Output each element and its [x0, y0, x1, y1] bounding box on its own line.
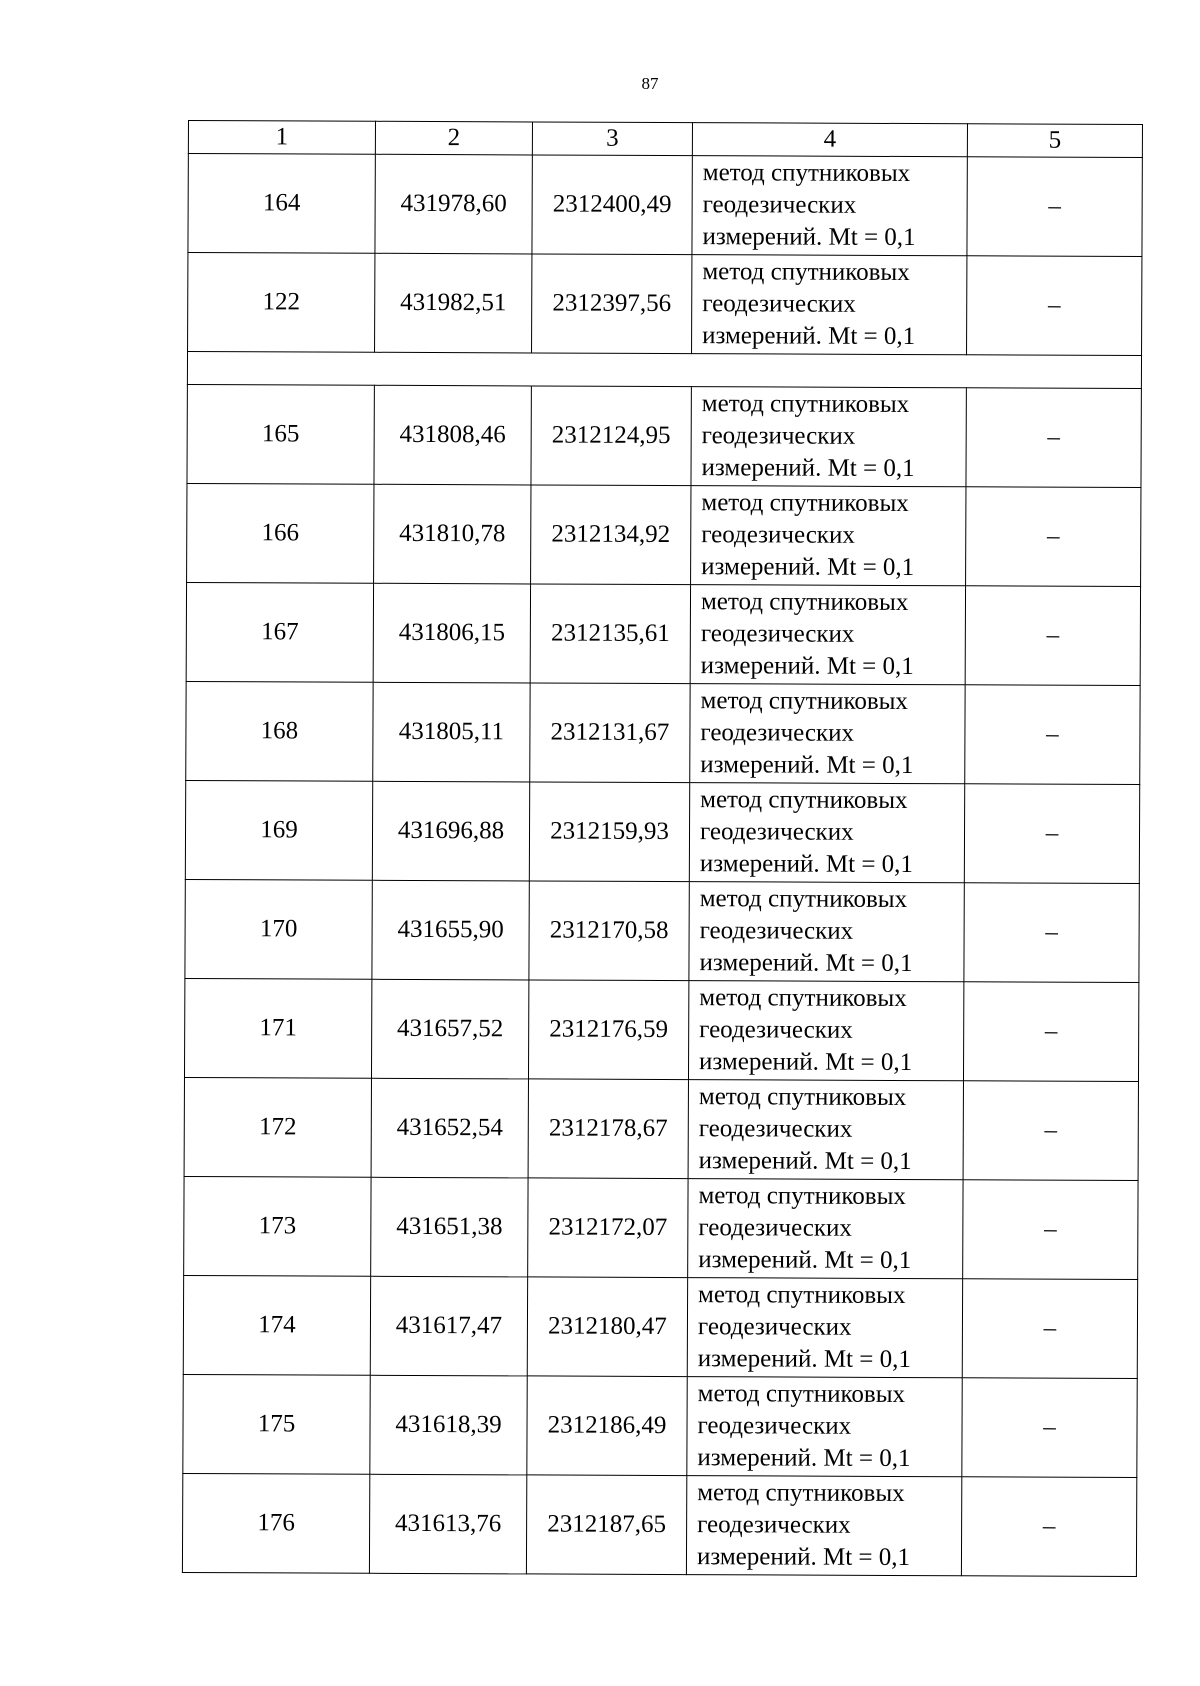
method-cell: [689, 882, 964, 982]
x-coordinate-cell: 431618,39: [370, 1375, 527, 1475]
x-coordinate-cell: 431806,15: [373, 583, 530, 683]
y-coordinate-cell: 2312159,93: [529, 782, 689, 882]
table-row: [188, 154, 1142, 257]
point-number-cell: 174: [183, 1275, 370, 1375]
table-row: [187, 384, 1141, 487]
x-coordinate-cell: 431652,54: [371, 1078, 528, 1178]
column-5-cell: –: [967, 157, 1142, 257]
point-number-cell: 170: [185, 879, 372, 979]
method-text-line: измерений. Mt = 0,1: [700, 751, 914, 780]
method-cell: [687, 1278, 962, 1378]
method-text-line: метод спутниковых: [700, 786, 908, 815]
table-row: [187, 483, 1141, 586]
x-coordinate-cell: 431805,11: [373, 682, 530, 782]
method-cell: [691, 486, 966, 586]
method-text-line: геодезических: [701, 521, 855, 549]
method-text-line: метод спутниковых: [698, 1281, 906, 1310]
method-text-line: метод спутниковых: [700, 687, 909, 716]
y-coordinate-cell: 2312187,65: [526, 1475, 686, 1575]
table-body: [182, 154, 1142, 1577]
y-coordinate-cell: 2312176,59: [528, 980, 688, 1080]
method-text-line: метод спутниковых: [702, 258, 910, 287]
column-5-cell: –: [963, 1081, 1138, 1181]
table-row: [182, 1473, 1136, 1576]
method-text-line: измерений. Mt = 0,1: [702, 223, 916, 252]
column-5-cell: –: [964, 784, 1139, 884]
column-5-cell: –: [965, 586, 1140, 686]
page-number: 87: [641, 74, 659, 93]
column-5-cell: –: [962, 1279, 1137, 1379]
y-coordinate-cell: 2312134,92: [531, 485, 691, 585]
method-text-line: геодезических: [699, 1016, 853, 1044]
x-coordinate-cell: 431657,52: [371, 979, 528, 1079]
method-text-line: метод спутниковых: [699, 885, 908, 914]
method-text-line: измерений. Mt = 0,1: [698, 1246, 912, 1275]
method-text-line: метод спутниковых: [698, 1182, 906, 1211]
method-text-line: измерений. Mt = 0,1: [699, 949, 913, 978]
table-row: [186, 582, 1140, 685]
method-text-line: метод спутниковых: [699, 984, 907, 1013]
method-cell: [688, 1179, 963, 1279]
point-number-cell: 175: [183, 1374, 370, 1474]
method-cell: [692, 156, 967, 256]
method-text-line: измерений. Mt = 0,1: [701, 454, 915, 483]
y-coordinate-cell: 2312400,49: [532, 155, 692, 255]
y-coordinate-cell: 2312172,07: [528, 1178, 688, 1278]
column-header: 5: [967, 124, 1142, 158]
method-text-line: измерений. Mt = 0,1: [702, 322, 916, 351]
point-number-cell: 167: [186, 582, 373, 682]
x-coordinate-cell: 431613,76: [369, 1474, 526, 1574]
y-coordinate-cell: 2312178,67: [528, 1079, 688, 1179]
table-row: [183, 1374, 1137, 1477]
y-coordinate-cell: 2312124,95: [531, 386, 691, 486]
column-header: 1: [188, 121, 375, 155]
method-text-line: измерений. Mt = 0,1: [701, 553, 915, 582]
table-row: [185, 879, 1139, 982]
column-5-cell: –: [966, 487, 1141, 587]
y-coordinate-cell: 2312186,49: [527, 1376, 687, 1476]
method-text-line: измерений. Mt = 0,1: [697, 1345, 911, 1374]
method-text-line: геодезических: [698, 1115, 853, 1143]
method-cell: [690, 684, 965, 784]
method-text-line: измерений. Mt = 0,1: [697, 1444, 911, 1473]
method-cell: [689, 783, 964, 883]
table-row: [188, 253, 1142, 356]
method-cell: [691, 387, 966, 487]
column-header: 3: [532, 122, 692, 156]
separator-cell: [187, 352, 1141, 389]
method-text-line: метод спутниковых: [697, 1479, 905, 1508]
method-text-line: метод спутниковых: [697, 1380, 906, 1409]
x-coordinate-cell: 431696,88: [372, 781, 529, 881]
method-cell: [687, 1377, 962, 1477]
method-text-line: геодезических: [697, 1511, 851, 1539]
method-text-line: метод спутниковых: [702, 159, 911, 188]
method-text-line: метод спутниковых: [700, 588, 909, 617]
method-text-line: измерений. Mt = 0,1: [699, 1048, 913, 1077]
column-5-cell: –: [963, 982, 1138, 1082]
method-cell: [688, 981, 963, 1081]
method-text-line: геодезических: [702, 290, 856, 318]
method-text-line: геодезических: [698, 1214, 853, 1242]
coordinates-table: [182, 120, 1143, 1577]
point-number-cell: 168: [186, 681, 373, 781]
point-number-cell: 169: [185, 780, 372, 880]
method-text-line: геодезических: [697, 1412, 852, 1440]
method-text-line: геодезических: [699, 818, 854, 846]
method-text-line: измерений. Mt = 0,1: [699, 850, 914, 879]
method-text-line: измерений. Mt = 0,1: [696, 1543, 911, 1572]
method-text-line: геодезических: [702, 191, 857, 219]
point-number-cell: 122: [188, 253, 375, 353]
x-coordinate-cell: 431808,46: [374, 385, 531, 485]
separator-row: [187, 352, 1141, 389]
method-text-line: геодезических: [700, 719, 855, 747]
table-row: [183, 1275, 1137, 1378]
method-text-line: измерений. Mt = 0,1: [700, 652, 914, 681]
y-coordinate-cell: 2312180,47: [527, 1277, 687, 1377]
method-cell: [686, 1476, 961, 1576]
point-number-cell: 172: [184, 1077, 371, 1177]
method-text-line: геодезических: [700, 620, 855, 648]
x-coordinate-cell: 431982,51: [375, 253, 532, 353]
table-row: [186, 681, 1140, 784]
point-number-cell: 165: [187, 384, 374, 484]
column-5-cell: –: [965, 685, 1140, 785]
column-5-cell: –: [964, 883, 1139, 983]
y-coordinate-cell: 2312397,56: [532, 254, 692, 354]
column-header: 2: [375, 121, 532, 155]
column-5-cell: –: [967, 256, 1142, 356]
method-text-line: метод спутниковых: [698, 1083, 907, 1112]
x-coordinate-cell: 431810,78: [374, 484, 531, 584]
point-number-cell: 166: [187, 483, 374, 583]
point-number-cell: 176: [182, 1473, 369, 1573]
method-cell: [688, 1080, 963, 1180]
column-5-cell: –: [963, 1180, 1138, 1280]
column-5-cell: –: [961, 1477, 1136, 1577]
method-text-line: измерений. Mt = 0,1: [698, 1147, 912, 1176]
table-row: [184, 1176, 1138, 1279]
x-coordinate-cell: 431617,47: [370, 1276, 527, 1376]
method-text-line: метод спутниковых: [701, 489, 909, 518]
method-text-line: геодезических: [697, 1313, 852, 1341]
column-5-cell: –: [966, 388, 1141, 488]
method-cell: [690, 585, 965, 685]
table-row: [184, 978, 1138, 1081]
point-number-cell: 173: [184, 1176, 371, 1276]
x-coordinate-cell: 431655,90: [372, 880, 529, 980]
y-coordinate-cell: 2312131,67: [530, 683, 690, 783]
point-number-cell: 164: [188, 154, 375, 254]
table-row: [185, 780, 1139, 883]
point-number-cell: 171: [184, 978, 371, 1078]
x-coordinate-cell: 431978,60: [375, 154, 532, 254]
table-header-row: [188, 121, 1142, 158]
method-cell: [692, 255, 967, 355]
table-row: [184, 1077, 1138, 1180]
y-coordinate-cell: 2312170,58: [529, 881, 689, 981]
x-coordinate-cell: 431651,38: [371, 1177, 528, 1277]
method-text-line: геодезических: [701, 422, 856, 450]
column-header: 4: [692, 123, 967, 157]
column-5-cell: –: [962, 1378, 1137, 1478]
method-text-line: геодезических: [699, 917, 854, 945]
y-coordinate-cell: 2312135,61: [530, 584, 690, 684]
method-text-line: метод спутниковых: [701, 390, 910, 419]
